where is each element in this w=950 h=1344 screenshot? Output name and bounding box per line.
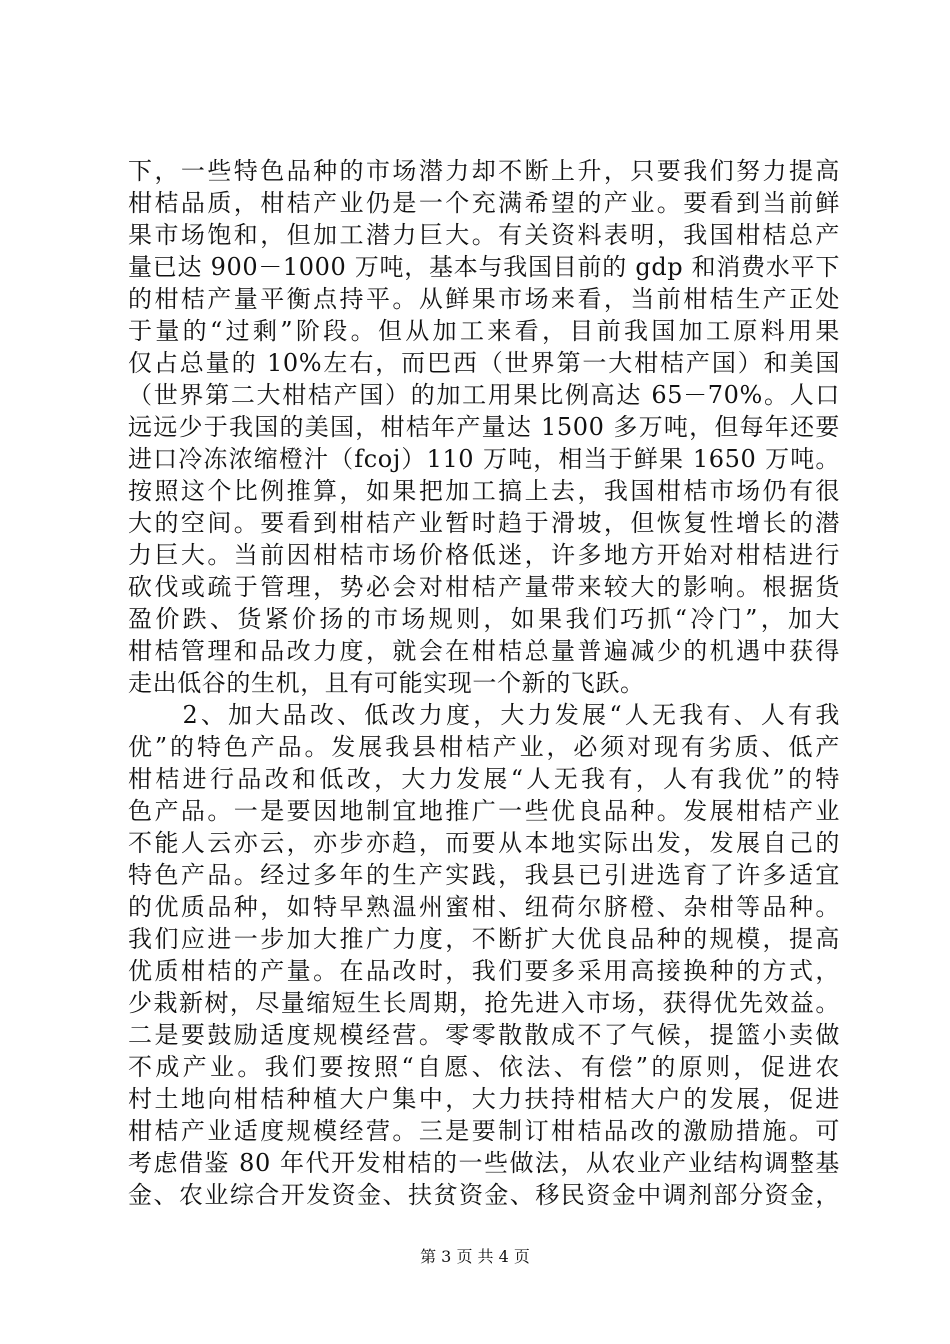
text-line: 少栽新树，尽量缩短生长周期，抢先进入市场，获得优先效益。	[128, 989, 840, 1017]
text-line: 柑桔管理和品改力度，就会在柑桔总量普遍减少的机遇中获得	[128, 637, 840, 665]
text-line: 柑桔品质，柑桔产业仍是一个充满希望的产业。要看到当前鲜	[128, 189, 840, 217]
text-line: （世界第二大柑桔产国）的加工用果比例高达 65－70%。人口	[128, 381, 840, 409]
text-line: 我们应进一步加大推广力度，不断扩大优良品种的规模，提高	[128, 925, 840, 953]
text-line: 进口冷冻浓缩橙汁（fcoj）110 万吨，相当于鲜果 1650 万吨。	[128, 445, 840, 473]
text-line: 按照这个比例推算，如果把加工搞上去，我国柑桔市场仍有很	[128, 477, 840, 505]
text-line: 二是要鼓励适度规模经营。零零散散成不了气候，提篮小卖做	[128, 1021, 840, 1049]
text-line: 2、加大品改、低改力度，大力发展“人无我有、人有我	[128, 701, 840, 729]
text-line: 考虑借鉴 80 年代开发柑桔的一些做法，从农业产业结构调整基	[128, 1149, 840, 1177]
text-line: 远远少于我国的美国，柑桔年产量达 1500 多万吨，但每年还要	[128, 413, 840, 441]
body-text	[128, 155, 840, 1211]
text-line: 走出低谷的生机，且有可能实现一个新的飞跃。	[128, 669, 645, 697]
text-line: 量已达 900－1000 万吨，基本与我国目前的 gdp 和消费水平下	[128, 253, 840, 281]
text-line: 下，一些特色品种的市场潜力却不断上升，只要我们努力提高	[128, 157, 840, 185]
text-line: 盈价跌、货紧价扬的市场规则，如果我们巧抓“冷门”，加大	[128, 605, 840, 633]
text-line: 优”的特色产品。发展我县柑桔产业，必须对现有劣质、低产	[128, 733, 840, 761]
text-line: 不能人云亦云，亦步亦趋，而要从本地实际出发，发展自己的	[128, 829, 840, 857]
text-line: 优质柑桔的产量。在品改时，我们要多采用高接换种的方式，	[128, 957, 840, 985]
text-line: 仅占总量的 10%左右，而巴西（世界第一大柑桔产国）和美国	[128, 349, 840, 377]
text-line: 砍伐或疏于管理，势必会对柑桔产量带来较大的影响。根据货	[128, 573, 840, 601]
text-line: 力巨大。当前因柑桔市场价格低迷，许多地方开始对柑桔进行	[128, 541, 840, 569]
text-line: 色产品。一是要因地制宜地推广一些优良品种。发展柑桔产业	[128, 797, 840, 825]
text-line: 特色产品。经过多年的生产实践，我县已引进选育了许多适宜	[128, 861, 840, 889]
text-line: 不成产业。我们要按照“自愿、依法、有偿”的原则，促进农	[128, 1053, 840, 1081]
text-line: 金、农业综合开发资金、扶贫资金、移民资金中调剂部分资金，	[128, 1181, 840, 1209]
text-line: 柑桔进行品改和低改，大力发展“人无我有，人有我优”的特	[128, 765, 840, 793]
text-line: 于量的“过剩”阶段。但从加工来看，目前我国加工原料用果	[128, 317, 840, 345]
text-line: 村土地向柑桔种植大户集中，大力扶持柑桔大户的发展，促进	[128, 1085, 840, 1113]
text-line: 的柑桔产量平衡点持平。从鲜果市场来看，当前柑桔生产正处	[128, 285, 840, 313]
text-line: 柑桔产业适度规模经营。三是要制订柑桔品改的激励措施。可	[128, 1117, 840, 1145]
text-line: 果市场饱和，但加工潜力巨大。有关资料表明，我国柑桔总产	[128, 221, 840, 249]
page-number-footer: 第 3 页 共 4 页	[420, 1247, 530, 1266]
text-line: 大的空间。要看到柑桔产业暂时趋于滑坡，但恢复性增长的潜	[128, 509, 840, 537]
text-line: 的优质品种，如特早熟温州蜜柑、纽荷尔脐橙、杂柑等品种。	[128, 893, 840, 921]
